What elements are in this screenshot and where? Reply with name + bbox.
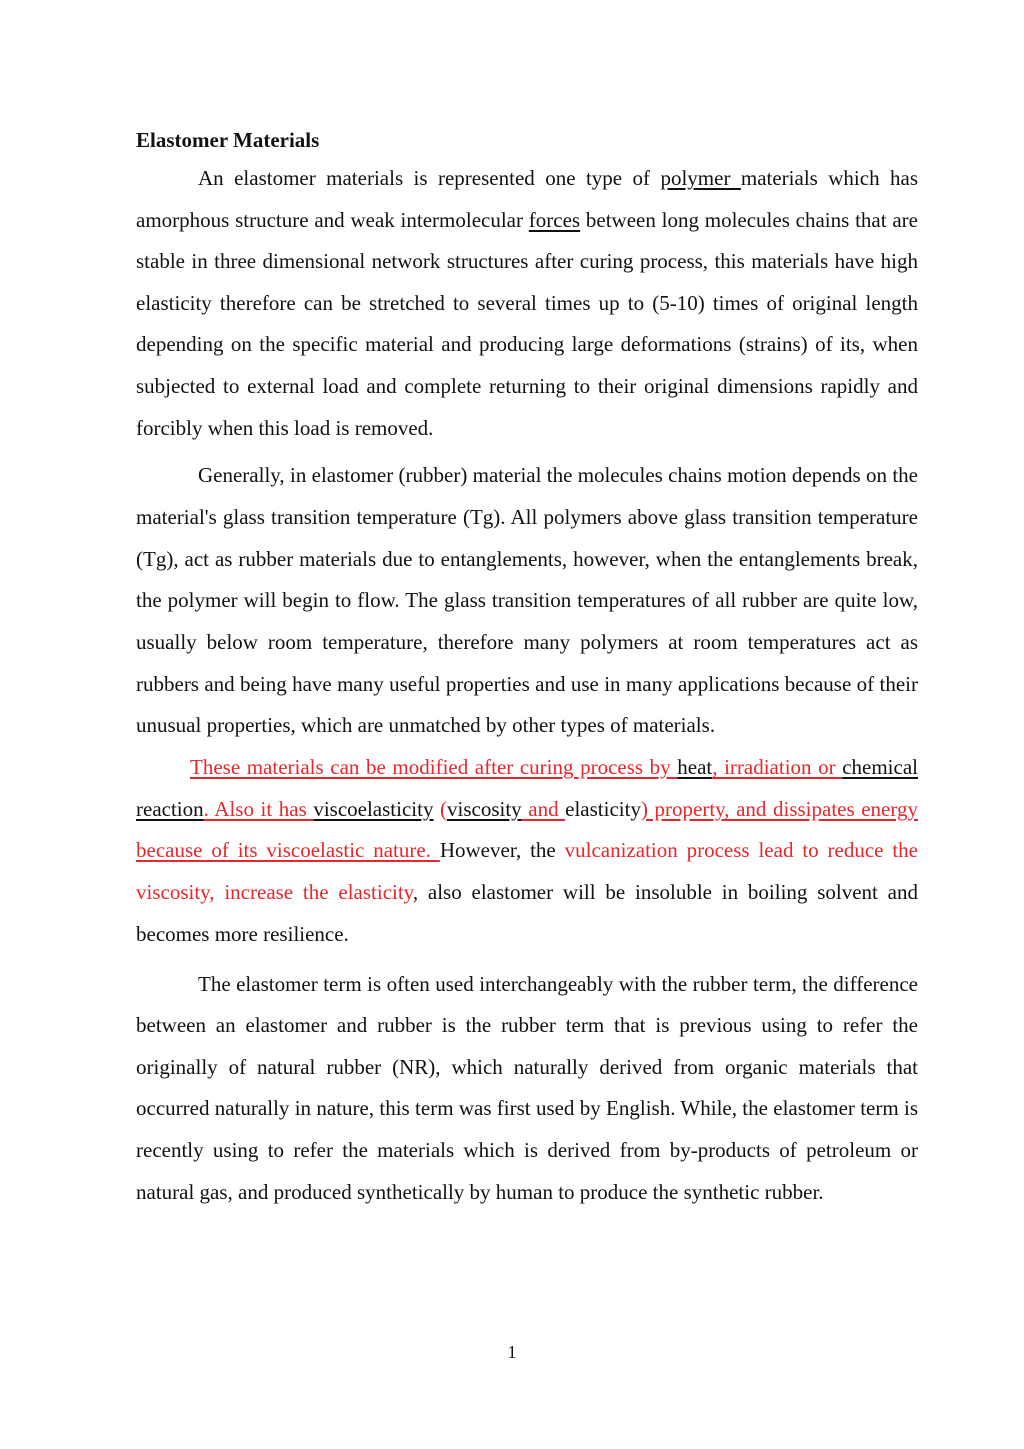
- forces-link: forces: [528, 207, 581, 232]
- p3-viscosity: viscosity: [447, 796, 522, 821]
- p3-red-4: (: [433, 796, 448, 821]
- p1-text-a: An elastomer materials is represented one type of: [198, 166, 661, 190]
- p3-elasticity: elasticity: [565, 796, 641, 821]
- p1-text-b: materials which has amorphous structure and weak intermolecular: [136, 166, 919, 232]
- paragraph-modification: [136, 747, 918, 956]
- paragraph-elastomer-vs-rubber: The elastomer term is often used interchangeably with the rubber term, the difference between an elastomer and rubber is the rubber term that is previous using to refer the originally of natural rubber (NR), which naturally derived from organic materials that occurred naturally in nature, this term was first used by English. While, the elastomer term is recently using to refer the materials which is derived from by-products of petroleum or natural gas, and produced synthetically by human to produce the synthetic rubber.: [136, 971, 918, 1204]
- p3-heat: heat: [677, 755, 713, 780]
- p3-chemical-reaction: chemical reaction: [136, 755, 918, 821]
- section-heading: Elastomer Materials: [136, 128, 320, 152]
- page-number: 1: [507, 1342, 517, 1362]
- p3-red-7: vulcanization process lead to reduce the viscosity, increase the elasticity: [136, 838, 919, 905]
- p3-red-3: . Also it has: [203, 796, 314, 821]
- document-page: [136, 120, 918, 1213]
- p3-viscoelasticity: viscoelasticity: [313, 796, 434, 821]
- p3-red-6: ) property, and dissipates energy because of its viscoelastic nature.: [136, 796, 918, 863]
- p3-red-2: , irradiation or: [712, 755, 843, 780]
- paragraph-definition: [136, 158, 918, 449]
- p3-tail: , also elastomer will be insoluble in boiling solvent and becomes more resilience.: [136, 880, 918, 946]
- paragraph-glass-transition: Generally, in elastomer (rubber) material the molecules chains motion depends on the material's glass transition temperature (Tg). All polymers above glass transition temperature (Tg), act as rubber materials due to entanglements, however, when the entanglements break, the polymer will begin to flow. The glass transition temperatures of all rubber are quite low, usually below room temperature, therefore many polymers at room temperatures act as rubbers and being have many useful properties and use in many applications because of their unusual properties, which are unmatched by other types of materials.: [136, 463, 918, 738]
- polymer-link: polymer: [660, 166, 741, 190]
- p3-however: However, the: [439, 838, 565, 863]
- p1-text-c: between long molecules chains that are stable in three dimensional network structures after curing process, this materials have high elasticity therefore can be stretched to several times up to (5-10) times of original length depending on the specific material and producing large deformations (strains) of its, when subjected to external load and complete returning to their original dimensions rapidly and forcibly when this load is removed.: [136, 207, 918, 440]
- p3-red-1: These materials can be modified after curing process by: [190, 755, 678, 780]
- p3-red-5: and: [521, 796, 566, 821]
